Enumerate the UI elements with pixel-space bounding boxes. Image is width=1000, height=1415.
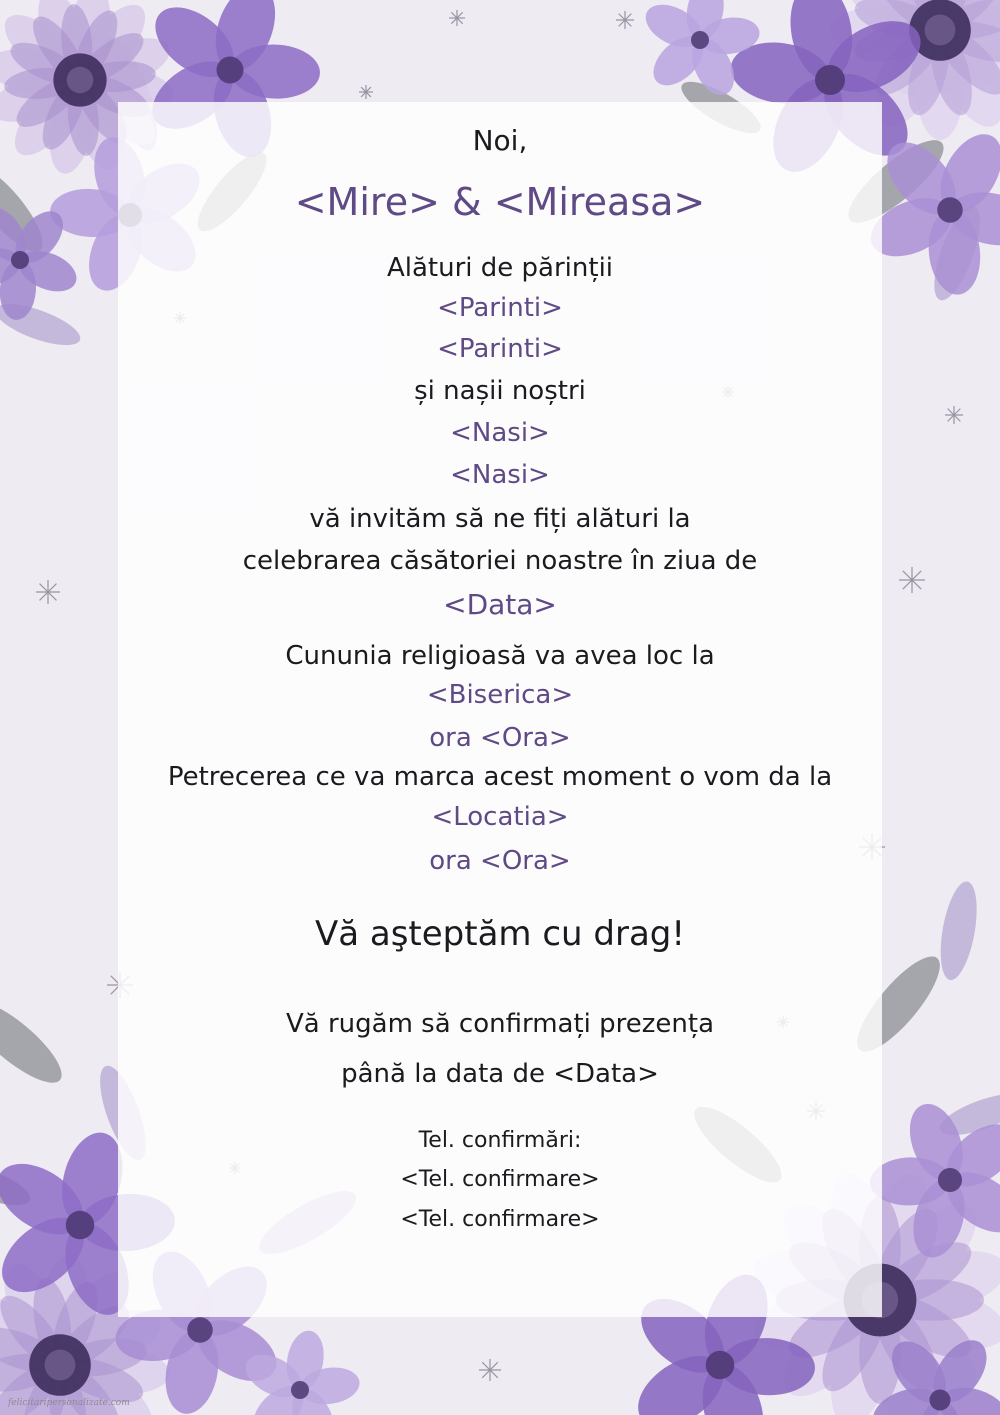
- invite-line-2: celebrarea căsătoriei noastre în ziua de: [242, 546, 758, 576]
- parents-name-1: <Parinti>: [437, 293, 563, 323]
- church-name: <Biserica>: [426, 680, 574, 710]
- watermark: felicitaripersonalizate.com: [8, 1398, 130, 1408]
- party-intro: Petrecerea ce va marca acest moment o vom da la: [167, 762, 833, 792]
- flower-center: [67, 67, 94, 94]
- parents-name-2: <Parinti>: [437, 334, 563, 364]
- godparents-intro: și nașii noștri: [414, 376, 586, 406]
- greeting: Noi,: [472, 124, 528, 157]
- parents-intro: Alături de părinții: [386, 253, 614, 283]
- flower-icon: [291, 1381, 309, 1399]
- flower-icon: [815, 65, 845, 95]
- closing-message: Vă aşteptăm cu drag!: [314, 914, 686, 954]
- wedding-date: <Data>: [443, 588, 557, 621]
- rsvp-line-1: Vă rugăm să confirmați prezența: [285, 1009, 715, 1039]
- flower-icon: [930, 1390, 951, 1411]
- venue-name: <Locatia>: [431, 802, 569, 832]
- godparents-name-1: <Nasi>: [450, 418, 550, 448]
- flower-icon: [706, 1351, 735, 1380]
- phone-number-2: <Tel. confirmare>: [400, 1207, 600, 1232]
- flower-center: [925, 15, 956, 46]
- party-time: ora <Ora>: [429, 846, 571, 876]
- ceremony-time: ora <Ora>: [429, 723, 571, 753]
- flower-icon: [187, 1317, 213, 1343]
- ceremony-intro: Cununia religioasă va avea loc la: [285, 641, 715, 671]
- flower-icon: [217, 57, 244, 84]
- rsvp-line-2: până la data de <Data>: [341, 1059, 659, 1089]
- godparents-name-2: <Nasi>: [450, 460, 550, 490]
- invite-line-1: vă invităm să ne fiți alături la: [309, 504, 691, 534]
- flower-center: [45, 1350, 76, 1381]
- phone-number-1: <Tel. confirmare>: [400, 1167, 600, 1192]
- couple-names: <Mire> & <Mireasa>: [294, 180, 706, 224]
- flower-icon: [691, 31, 709, 49]
- phone-label: Tel. confirmări:: [418, 1128, 582, 1153]
